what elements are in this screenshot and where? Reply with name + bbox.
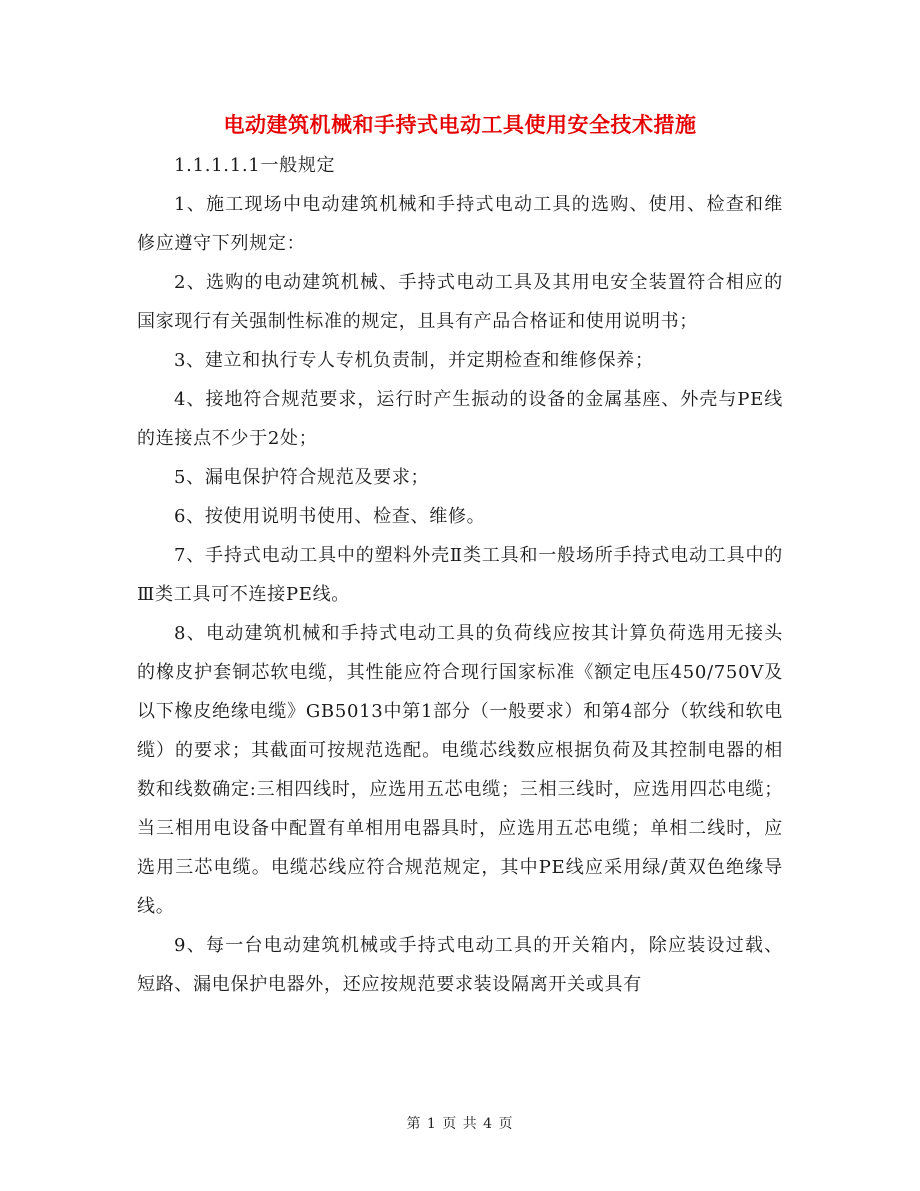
paragraph-8: 8、电动建筑机械和手持式电动工具的负荷线应按其计算负荷选用无接头的橡皮护套铜芯软电缆，其性能应符合现行国家标准《额定电压450/750V及以下橡皮绝缘电缆》GB5013中第1部分（一般要求）和第4部分（软线和软电缆）的要求；其截面可按规范选配。电缆芯线数应根据负荷及其控制电器的相数和线数确定:三相四线时，应选用五芯电缆；三相三线时，应选用四芯电缆；当三相用电设备中配置有单相用电器具时，应选用五芯电缆；单相二线时，应选用三芯电缆。电缆芯线应符合规范规定，其中PE线应采用绿/黄双色绝缘导线。 bbox=[137, 623, 783, 917]
paragraph-2: 2、选购的电动建筑机械、手持式电动工具及其用电安全装置符合相应的国家现行有关强制性标准的规定，且具有产品合格证和使用说明书； bbox=[137, 272, 783, 332]
paragraph-3: 3、建立和执行专人专机负责制，并定期检查和维修保养； bbox=[174, 350, 654, 371]
paragraph-5: 5、漏电保护符合规范及要求； bbox=[174, 467, 430, 488]
document-body bbox=[137, 146, 783, 1004]
page-footer: 第 1 页 共 4 页 bbox=[406, 1116, 514, 1132]
section-heading: 1.1.1.1.1一般规定 bbox=[174, 155, 336, 176]
paragraph-1: 1、施工现场中电动建筑机械和手持式电动工具的选购、使用、检查和维修应遵守下列规定： bbox=[137, 194, 783, 254]
paragraph-4: 4、接地符合规范要求，运行时产生振动的设备的金属基座、外壳与PE线的连接点不少于2处； bbox=[137, 389, 783, 449]
paragraph-7: 7、手持式电动工具中的塑料外壳Ⅱ类工具和一般场所手持式电动工具中的Ⅲ类工具可不连接PE线。 bbox=[137, 545, 783, 605]
document-title: 电动建筑机械和手持式电动工具使用安全技术措施 bbox=[223, 112, 697, 137]
paragraph-6: 6、按使用说明书使用、检查、维修。 bbox=[174, 506, 486, 527]
paragraph-9: 9、每一台电动建筑机械或手持式电动工具的开关箱内，除应装设过载、短路、漏电保护电器外，还应按规范要求装设隔离开关或具有 bbox=[137, 935, 783, 995]
